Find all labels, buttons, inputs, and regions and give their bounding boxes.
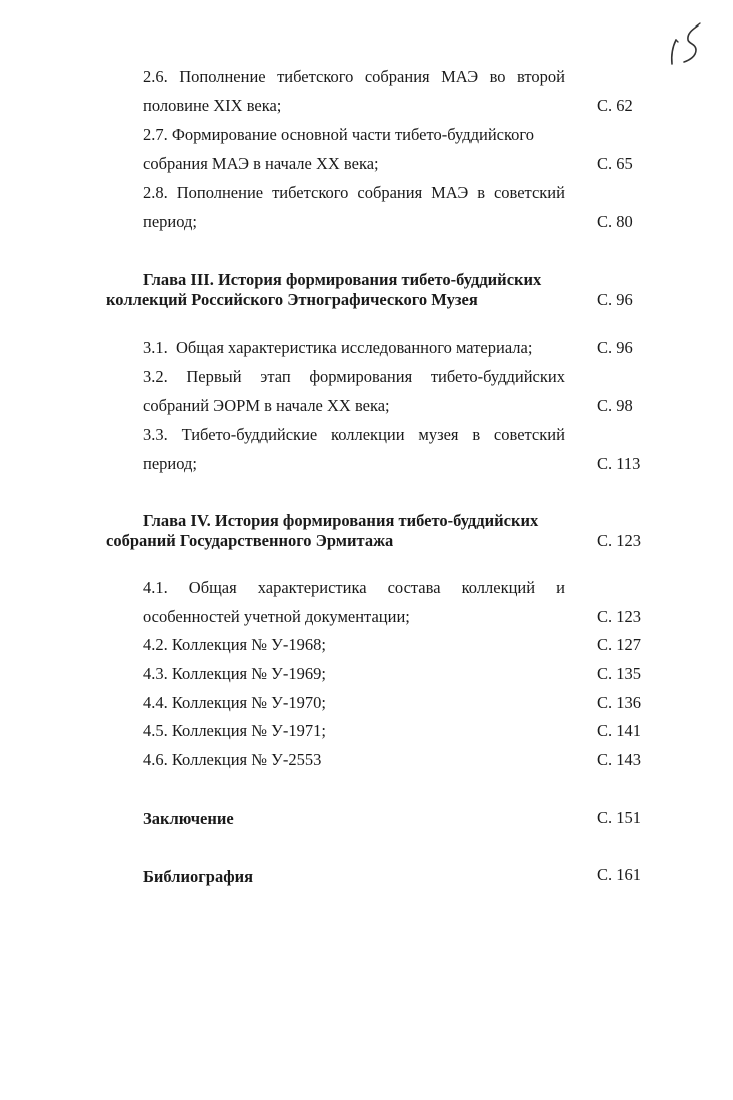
chapter-4-title-line2: собраний Государственного Эрмитажа bbox=[106, 531, 394, 550]
toc-item-2-8-line1: 2.8. Пополнение тибетского собрания МАЭ в советский bbox=[143, 183, 565, 202]
toc-page-3-1: С. 96 bbox=[597, 338, 633, 357]
toc-item-3-2-line2: собраний ЭОРМ в начале XX века; bbox=[143, 396, 390, 415]
toc-item-2-6-line1: 2.6. Пополнение тибетского собрания МАЭ во второй bbox=[143, 67, 565, 86]
toc-item-2-7-line1: 2.7. Формирование основной части тибето-буддийского bbox=[143, 125, 535, 144]
toc-page-4-3: С. 135 bbox=[597, 664, 642, 683]
toc-page-2-8: С. 80 bbox=[597, 212, 633, 231]
toc-item-2-6-line2: половине XIX века; bbox=[143, 96, 282, 115]
toc-page-4-2: С. 127 bbox=[597, 635, 642, 654]
toc-page-4-6: С. 143 bbox=[597, 750, 642, 769]
toc-item-4-3: 4.3. Коллекция № У-1969; bbox=[143, 664, 326, 683]
toc-page-3-3: С. 113 bbox=[597, 454, 641, 473]
toc-item-4-4: 4.4. Коллекция № У-1970; bbox=[143, 693, 326, 712]
toc-item-4-6: 4.6. Коллекция № У-2553 bbox=[143, 750, 322, 769]
chapter-3-title-line2: коллекций Российского Этнографического Музея bbox=[106, 290, 478, 309]
toc-page-2-7: С. 65 bbox=[597, 154, 633, 173]
toc-item-4-1-line1: 4.1. Общая характеристика состава коллекций и bbox=[143, 578, 565, 597]
handwritten-page-number bbox=[666, 18, 706, 74]
toc-page-4-4: С. 136 bbox=[597, 693, 642, 712]
chapter-3-page: С. 96 bbox=[597, 290, 633, 309]
bibliography-page: С. 161 bbox=[597, 865, 642, 884]
toc-page-2-6: С. 62 bbox=[597, 96, 633, 115]
toc-page-3-2: С. 98 bbox=[597, 396, 633, 415]
toc-item-3-3-line1: 3.3. Тибето-буддийские коллекции музея в советский bbox=[143, 425, 565, 444]
bibliography-title: Библиография bbox=[143, 867, 254, 886]
toc-page-4-5: С. 141 bbox=[597, 721, 642, 740]
toc-item-4-1-line2: особенностей учетной документации; bbox=[143, 607, 410, 626]
conclusion-title: Заключение bbox=[143, 809, 234, 828]
toc-item-3-3-line2: период; bbox=[143, 454, 197, 473]
conclusion-page: С. 151 bbox=[597, 808, 642, 827]
toc-item-2-8-line2: период; bbox=[143, 212, 197, 231]
toc-item-4-2: 4.2. Коллекция № У-1968; bbox=[143, 635, 326, 654]
chapter-4-page: С. 123 bbox=[597, 531, 642, 550]
toc-item-2-7-line2: собрания МАЭ в начале XX века; bbox=[143, 154, 379, 173]
toc-item-3-2-line1: 3.2. Первый этап формирования тибето-буддийских bbox=[143, 367, 565, 386]
toc-page-4-1: С. 123 bbox=[597, 607, 642, 626]
toc-item-4-5: 4.5. Коллекция № У-1971; bbox=[143, 721, 326, 740]
chapter-4-title-line1: Глава IV. История формирования тибето-буддийских bbox=[143, 511, 539, 530]
chapter-3-title-line1: Глава III. История формирования тибето-буддийских bbox=[143, 270, 542, 289]
toc-item-3-1: 3.1. Общая характеристика исследованного материала; bbox=[143, 338, 533, 357]
